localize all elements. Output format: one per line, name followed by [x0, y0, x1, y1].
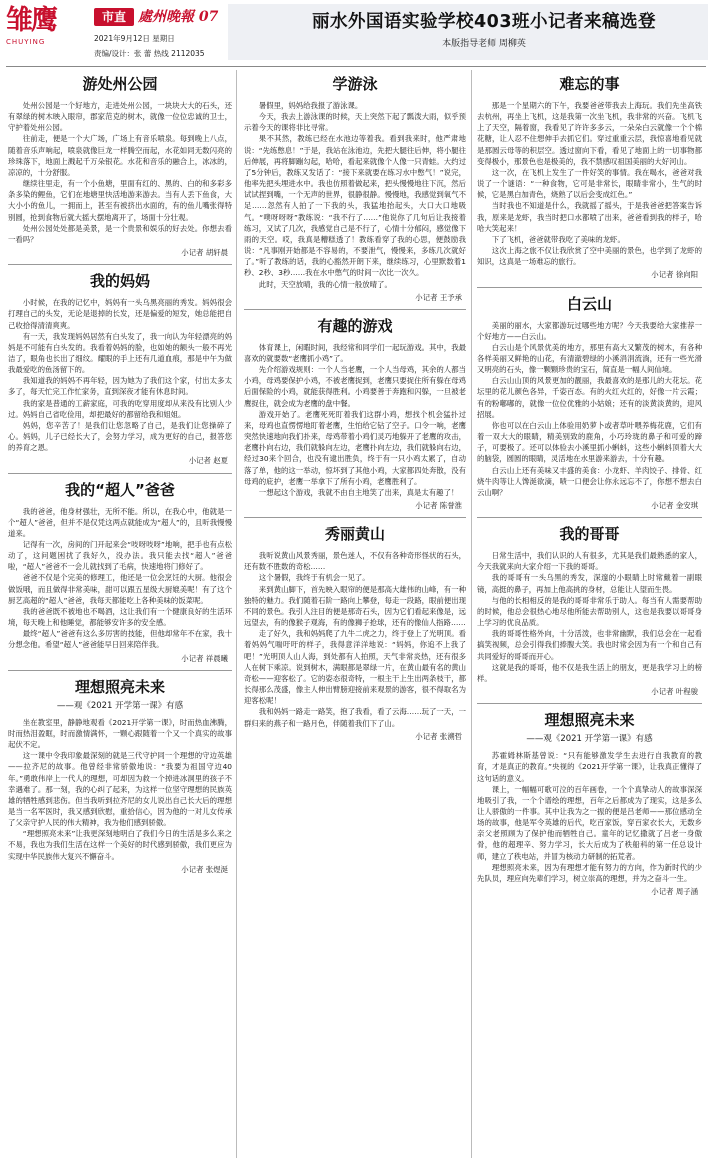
page-number: 07	[198, 9, 219, 25]
article-byline: 小记者 王予承	[415, 292, 462, 302]
article-title: 有趣的游戏	[317, 316, 393, 335]
article-paragraph: 妈妈，您辛苦了！是我们让您忽略了自己，是我们让您操碎了心。妈妈，儿子已经长大了，会努力学习，成为更好的自己，报答您的养育之恩。	[8, 420, 232, 453]
article-title: 理想照亮未来	[74, 677, 165, 696]
article-separator	[244, 309, 466, 310]
article-separator	[477, 287, 702, 288]
article-paragraph: 这一课中令我印象最深刻的就是三代守护同一个理想的守边英雄——拉齐尼的故事。他曾经非常骄傲地说：“我要为祖国守边40年。”勇敢伟岸上一代人的理想，可却因为救一个掉进冰洞里的孩子不幸遇难了。那一刻，我的心纠了起来，为这样一位坚守理想的民族英雄的牺牲感到悲伤。但当我听到拉齐尼的女儿说出自己长大后的理想是当一名军医时，我又感到欣慰，重拾信心，因为他的一对儿女传承了父亲守护人民的伟大精神，我为他们感到骄傲。	[8, 751, 232, 828]
article-paragraph: 日常生活中，我们认识的人有很多，尤其是我们最熟悉的家人，今天我就来向大家介绍一下我的哥哥。	[477, 551, 702, 572]
article-paragraph: 往前走，便是一个大广场，广场上有音乐喷泉。每到晚上八点，随着音乐声响起，喷泉就像巨龙一样腾空而起，水花如同无数闪亮的珍珠落下，地面上溅起千万朵银花。水花和音乐的融合上，冰冰的，凉凉的，十分舒服。	[8, 134, 232, 177]
article-paragraph: 当时我也不知道是什么，我就摇了摇头，于是我爸爸把答案告诉我，原来是龙虾，我当时把口水都喷了出来，爸爸看到我的样子，哈哈大笑起来！	[477, 201, 702, 233]
article-byline: 小记者 金安琪	[651, 501, 698, 510]
editor-line: 责编/设计：张 蕾 热线 2112035	[94, 49, 205, 58]
article	[8, 677, 232, 875]
article-paragraph: 走了好久，我和妈妈爬了九牛二虎之力，终于登上了光明顶。看着妈妈气喘吁吁的样子，我得意洋洋地说：“妈妈，你追不上我了吧！”光明顶人山人海，到处都有人拍照，天气非常炎热，还有很多人在树下乘凉。说到树木，满眼都是翠绿一片，在黄山最有名的黄山奇松——迎客松了。它的姿态很奇特，一根主干上生出两条枝干，都长得那么茂盛，像主人伸出臂膀迎接前来观景的游客，很不得取名为迎客松呢！	[244, 629, 466, 706]
article-paragraph: 处州公园是一个好地方，走进处州公园，一块块大大的石头，还有翠绿的树木映入眼帘，郡家范克的树木，就像一位位忠诚的卫士，守护着处州公园。	[8, 101, 232, 133]
article-title: 我的“超人”爸爸	[65, 480, 175, 499]
article	[477, 524, 702, 697]
article-title: 游处州公园	[82, 75, 158, 93]
article-paragraph: 与他的长相相反的是我的哥哥非常乐于助人。每当有人需要帮助的时候，他总会很热心地尽他所能去帮助别人，这也是我要以哥哥身上学习的优良品质。	[477, 595, 702, 628]
article-paragraph: 这一次，在飞机上发生了一件好笑的事情。我在喝水，爸爸对我说了一个谜语：“一种食物，它可是非常长，眼睛非常小，生气的时候，它是黑白加青色，烧熟了以后会变成红色。”	[477, 167, 702, 200]
column-divider	[236, 70, 237, 1158]
article	[8, 74, 232, 258]
article-paragraph: 理想照亮未来，因为有理想才能有努力的方向，作为新时代的少先队员，理应向先辈们学习，树立崇高的理想，并为之奋斗一生。	[477, 862, 702, 883]
article-paragraph: 我听说黄山风景秀丽，景色迷人，不仅有各种奇形怪状的石头，还有数不胜数的奇松……	[244, 551, 466, 572]
article-paragraph: 继续往里走，有一个小鱼塘，里面有红的、黑的、白的和多彩多条多染的鲤鱼，它们在地塘里快活地游来游去。当有人丢下鱼食，大大小小的鱼儿，一拥而上，甚至有被挤出水面的，有的鱼儿嘴张得特别圆，抢到食物后就大摇大摆地离开了，场面十分壮观。	[8, 179, 232, 222]
article-title: 我的哥哥	[559, 525, 620, 544]
article-paragraph: 下了飞机，爸爸就带我吃了美味的龙虾。	[491, 234, 625, 244]
masthead-logo	[6, 4, 68, 56]
article-paragraph: 苏霍姆林斯基曾说：“只有能够激发学生去进行自我教育的教育，才是真正的教育。”央视的《2021开学第一课》，让我真正懂得了这句话的意义。	[477, 751, 702, 783]
article-paragraph: 我的爸爸，他身材强壮，无所不能。所以，在我心中，他就是一个“超人”爸爸，但并不是仅凭这两点就能成为“超人”的，且听我慢慢道来。	[8, 506, 232, 538]
article-paragraph: 白云山山顶的风景更加的靓丽，我最喜欢的是那儿的大花坛。花坛里的花儿颜色各异，千姿百态。有的火红火红的，好像一片云霞；有的粉嘟嘟的，就像一位位优雅的小姑娘；还有的淡黄淡黄的，迎风招展。	[477, 376, 702, 419]
article-paragraph: 我知道我的妈妈不再年轻，因为她为了我们这个家，付出太多太多了，每天忙完工作忙家务，直到深夜才能有休息时间。	[8, 376, 232, 397]
article-paragraph: 我的哥哥性格外向，十分活泼，也非常幽默，我们总会在一起看搞笑视频，总会引得我们捧腹大笑。我也时常会因为有一个和自己有共同爱好的哥哥而开心。	[477, 629, 702, 661]
page-title: 丽水外国语实验学校403班小记者来稿选登	[311, 12, 657, 32]
article-paragraph: 课上，一幅幅可歌可泣的百年画卷，一个个真挚动人的故事深深地吸引了我，一个个谱绘的理想，百年之后都成为了现实，这是多么让人骄傲的一件事。其中让我为之一振的便是吕老师——那位感动全场的故事，他是军令英雄的后代，吃百家饭，穿百家衣长大，无数乡亲父老照顾为了保护他而牺牲自己。童年的记忆撒就了吕老一身傲骨，他的超理辛、努力学习，长大后成为了秩船科的第一任总设计师，建立了秩电站，并冒为核动力研制的拓荒者。	[477, 784, 702, 861]
article-paragraph: 我的爸爸既不被地也不喝酒，这让我们有一个健康良好的生活环境，每天晚上和他睡觉，都能够安许多的安全感。	[8, 606, 232, 628]
article-paragraph: 游戏开始了。老鹰死死盯着我们这群小鸡，想找个机会猛扑过来，母鸡也直愣愣地盯着老鹰，生怕给它钻了空子。口令一响，老鹰突然快速地向我们扑来，母鸡带着小鸡们灵巧地躲开了老鹰的攻击，老鹰扑向右边，我们就躲向左边，老鹰扑向左边，我们就躲向右边，经过30来个回合，也没有逮出胜负，终于有一只小鸡太累了，自动落了单，他的这一举动，惊坏到了其他小鸡，大家都四处奔散，没有母鸡的庇护，老鹰一举拿下了所有小鸡，老鹰胜利了。	[244, 409, 466, 486]
article	[244, 524, 466, 742]
article-paragraph: 爸爸不仅是个完美的修理工，他还是一位会烹饪的大厨。他很会做饭哦，而且做得非常美味，甜可以跟五星级大厨媲美呢！有了这个厨艺高超的“超人”爸爸，我每天都能吃上各种美味的饭菜呢。	[8, 573, 232, 605]
article-paragraph: 美丽的丽水，大家都游玩过哪些地方呢？今天我要给大家推荐一个好地方——白云山。	[477, 320, 702, 341]
article-byline: 小记者 赵夏	[188, 456, 228, 466]
article-paragraph: 我的哥哥有一头乌黑的秀发，深邃的小眼睛上时常戴着一副眼镜，高挺的鼻子，再加上他高挑的身材，总能让人望而生畏。	[477, 573, 702, 594]
article	[8, 480, 232, 664]
article	[244, 74, 466, 303]
article-byline: 小记者 胡轩晨	[181, 248, 228, 258]
article	[477, 294, 702, 512]
article-separator	[8, 670, 232, 671]
page-subtitle: 本版指导老师 周柳英	[442, 39, 526, 49]
article-title: 白云山	[566, 294, 612, 313]
article-paragraph: “理想照亮未来”让我更深刻地明白了我们今日的生活是多么来之不易，我也为我们生活在这样一个美好的时代感到骄傲，我们更应为实现中华民族伟大复兴不懈奋斗。	[8, 829, 232, 861]
article-paragraph: 坐在教室里，静静地观看《2021开学第一课》，时而热血沸腾，时而热泪盈眶，时而激情满怀，一颗心跟随着一个又一个真实的故事起伏不定。	[8, 717, 232, 750]
logo-text: 雏鹰	[6, 5, 56, 36]
article-paragraph: 一想起这个游戏，我就不由自主地笑了出来，真是太有趣了！	[258, 487, 459, 497]
article-paragraph: 先介绍游戏规则：一个人当老鹰，一个人当母鸡，其余的人都当小鸡，母鸡要保护小鸡，不被老鹰捉到，老鹰只要捉住所有躲在母鸡后面保险的小鸡，就能获得胜利。小鸡要善于奔跑和闪躲，一旦被老鹰捉住，就会成为老鹰的盘中餐。	[244, 365, 466, 408]
article-paragraph: 小时候，在我的记忆中，妈妈有一头乌黑亮丽的秀发。妈妈很会打理自己的头发，无论是退掉的长发，还是偏爱的短发，她总能把自己收拾得清清爽爽。	[8, 298, 232, 330]
article-byline: 小记者 叶程骏	[651, 687, 698, 697]
column-left	[8, 68, 232, 878]
article-separator	[477, 703, 702, 704]
article-byline: 小记者 祥晨曦	[181, 653, 228, 663]
article-byline: 小记者 张溯哲	[415, 731, 462, 741]
article-byline: 小记者 张煜涎	[181, 864, 228, 874]
article-title: 理想照亮未来	[544, 711, 635, 730]
article-paragraph: 今天，我去上游泳课的时候，天上突然下起了瓢泼大雨，似乎预示着今天的课将非比寻常。	[244, 112, 466, 133]
logo-en: CHUYING	[6, 38, 46, 46]
article-separator	[477, 517, 702, 518]
article-paragraph: 白云山是个风景优美的地方，那里有高大又繁茂的树木，有各种各样美丽又鲜艳的山花，有清澈碧绿的小溪涓涓流淌，还有一些光滑又明亮的石头，像一颗颗珍贵的宝石，简直是一幅人间仙境。	[477, 342, 702, 375]
paper-title	[138, 6, 218, 26]
article-paragraph: 我的家是普通的工薪家庭，可我的吃穿用度却从来没有比别人少过。妈妈自己省吃俭用，却把最好的都留给我和姐姐。	[8, 398, 232, 419]
article	[477, 74, 702, 281]
article-paragraph: 你也可以在白云山上体验用奶萝卜或者草叶喂养梅花鹿，它们有着一双大大的眼睛，精美别致的鹿角，小巧玲珑的鼻子和可爱的蹄子，可要极了。还可以体验去小溪里抓小蝌蚪，这些小蝌蚪顶着大大的脑袋，圆圆的眼睛，灵活地在水里游来游去，十分有趣。	[477, 420, 702, 464]
date-line: 2021年9月12日 星期日	[94, 34, 175, 43]
article-paragraph: 我和妈妈一路走一路笑，抱了我看，看了云海……玩了一天，一群归来的燕子和一路月色，伴随着我们下了山。	[244, 707, 466, 728]
article-title: 秀丽黄山	[324, 525, 385, 544]
article-paragraph: 有一天，我发现妈妈居然有白头发了，我一向认为年轻漂亮的妈妈是不可能有白头发的。我看着妈妈的脸，也如她的额头一般不再光洁了，眼角也长出了细纹。耀眼的手上还有几道血痕，那是中午为做我最爱吃的鱼汤留下的。	[8, 331, 232, 375]
article	[8, 271, 232, 466]
article-paragraph: 果不其然，教练已经在水池边等着我。看到我来时，他严肃地说：“先练憋息！”于是，我站在泳池边，先把大腿往后伸，将小腿往后伸展，再将脚蹦勾起，哈哈，看起来就像个人像一只青蛙。大约过了5分钟后，教练又发话了：“接下来就要在练习水中憋气！”说完，他率先把头埋进水中。我也仿照着做起来，把头慢慢地往下沉，然后试试捏到嘴，一个无声的世界，很静很静。慢慢地，我感觉到氧气不足……忽然有人拍了一下我的头，我猛地抬起头，大口大口地吸气。“噗呀呀呀”教练说：“我不行了……”他说你了几句后让我接着练习，又试了几次，我感觉自己是不行了，心情十分郁闷，感觉像下雨的天空。哎，我真是糟糕透了！教练看穿了我的心思，便鼓励我说：“凡事刚开始都是不容易的，不要泄气，慢慢来，多练几次就好了。”听了教练的话，我的心豁然开朗下来，继续练习，心里默数着1秒、2秒、3秒……我在水中憋气的时间一次比一次久。	[244, 134, 466, 278]
article-paragraph: 记得有一次，房间的门开起来会“吱呀吱呀”地响，把手也有点松动了，这问题困扰了我好久，没办法。我只能去找“超人”爸爸啦，“超人”爸爸不一会儿就找到了毛病，快速地将门修好了。	[8, 540, 232, 572]
article-byline: 小记者 陈誉淮	[415, 501, 462, 510]
article-byline: 小记者 周子涵	[651, 887, 698, 897]
article-paragraph: 来到黄山脚下，首先映入眼帘的便是那高大雄伟的山峰，有一种独特的魅力。我们随着石阶一路向上攀登，每走一段路，眼前便出现不同的景色。我引人注目的便是那奇石头，因为它们看起来像是，远远望去，有的像猴子观海，有的像狮子抢球，还有的像仙人指路……	[244, 584, 466, 628]
article	[477, 710, 702, 897]
column-middle	[244, 68, 466, 745]
article-title: 我的妈妈	[89, 272, 150, 291]
article-paragraph: 白云山上还有美味又丰盛的美食：小龙虾、羊肉饺子、排骨、红烧牛肉等让人馋涎欲滴，啧一口便会让你永远忘不了，你想不想去白云山啊？	[477, 465, 702, 497]
article-paragraph: 暑假里，妈妈给我报了游泳课。	[258, 101, 363, 110]
article	[244, 316, 466, 511]
article-separator	[8, 473, 232, 474]
article-paragraph: 那是一个星期六的下午，我要爸爸带我去上海玩。我们先坐高铁去杭州，再坐上飞机，这是我第一次坐飞机，我非常的兴奋。飞机飞上了天空，隔着窗，我看见了许许多多云，一朵朵白云就像一个个棉花糖，让人忍不住想伸手去抓它们。穿过重重云层，我惊喜地看见就是那圆云母等的积层空。透过窗向下看，看见了地面上的一切事物都变得极小，那景色也是极美的，我不禁感叹祖国美丽的大好河山。	[477, 101, 702, 166]
column-right	[477, 68, 702, 900]
article-separator	[244, 517, 466, 518]
header-divider	[6, 66, 706, 67]
article-paragraph: 这个暑假，我终于有机会一见了。	[258, 573, 370, 583]
article-subtitle: ——观《2021 开学第一课》有感	[56, 700, 184, 711]
paper-name: 處州晚報	[138, 9, 194, 25]
article-paragraph: 最终“超人”爸爸有这么多厉害的技能，但他却常年不在家，我十分想念他。希望“超人”爸爸能早日回来陪伴我。	[8, 629, 232, 650]
article-subtitle: ——观《2021 开学第一课》有感	[526, 734, 653, 745]
article-paragraph: 处州公园处处都是美景，是一个贵景和娱乐的好去处。你想去看一看吗？	[8, 223, 232, 244]
article-paragraph: 体育课上，闲暇时间，我经常和同学们一起玩游戏。其中，我最喜欢的就要数“老鹰抓小鸡”了。	[244, 342, 466, 363]
article-byline: 小记者 徐向阳	[651, 270, 698, 280]
article-title: 难忘的事	[559, 75, 620, 93]
article-paragraph: 这就是我的哥哥，他不仅是我生活上的朋友，更是我学习上的榜样。	[477, 662, 702, 683]
section-badge: 市直	[94, 8, 134, 26]
article-separator	[8, 264, 232, 265]
article-paragraph: 这次上海之旅不仅让我欣赏了空中美丽的景色，也学到了龙虾的知识，这真是一场难忘的旅行。	[477, 246, 702, 267]
article-title: 学游泳	[332, 75, 378, 93]
article-paragraph: 此时，天空放晴，我的心情一般放晴了。	[258, 279, 392, 289]
column-divider	[471, 70, 472, 1158]
